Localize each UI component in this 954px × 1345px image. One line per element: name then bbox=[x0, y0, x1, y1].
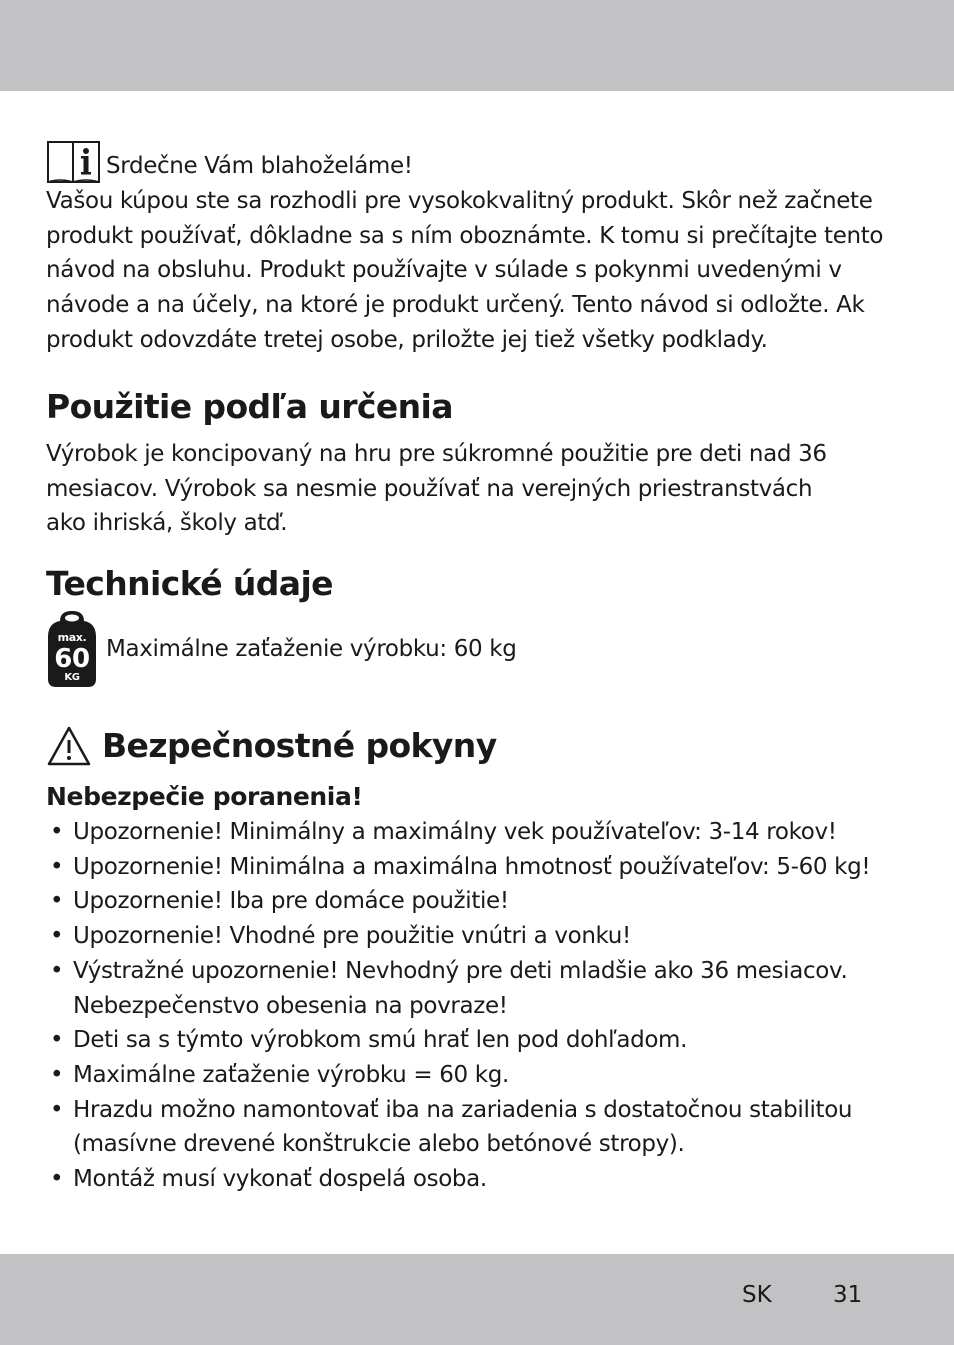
technical-heading: Technické údaje bbox=[46, 564, 333, 603]
header-band bbox=[0, 0, 954, 91]
max-load-row bbox=[46, 609, 517, 689]
weight-max-icon bbox=[46, 609, 98, 689]
safety-list bbox=[46, 815, 912, 1197]
intro-greeting: Srdečne Vám blahoželáme! bbox=[106, 153, 413, 180]
intro-section bbox=[46, 136, 912, 358]
footer-language: SK bbox=[742, 1282, 772, 1308]
list-item: • Maximálne zaťaženie výrobku = 60 kg. bbox=[46, 1058, 912, 1093]
intro-paragraph: Vašou kúpou ste sa rozhodli pre vysokokvalitný produkt. Skôr než začnete produkt používať, dôkladne sa s ním oboznámte. K tomu si prečítajte tento návod na obsluhu. Produkt používajte v súlade s pokynmi uvedenými v návode a na účely, na ktoré je produkt určený. Tento návod si odložte. Ak produkt odovzdáte tretej osobe, priložte jej tiež všetky podklady. bbox=[46, 188, 884, 353]
weight-icon-value: 60 bbox=[54, 644, 90, 674]
list-item: • Deti sa s týmto výrobkom smú hrať len pod dohľadom. bbox=[46, 1023, 912, 1058]
list-item: • Upozornenie! Vhodné pre použitie vnútri a vonku! bbox=[46, 919, 912, 954]
book-info-icon bbox=[46, 138, 102, 184]
list-item: • Upozornenie! Minimálny a maximálny vek používateľov: 3-14 rokov! bbox=[46, 815, 912, 850]
list-item: • Výstražné upozornenie! Nevhodný pre deti mladšie ako 36 mesiacov. Nebezpečenstvo obesenia na povraze! bbox=[46, 954, 863, 1023]
list-item: • Upozornenie! Minimálna a maximálna hmotnosť používateľov: 5-60 kg! bbox=[46, 850, 912, 885]
usage-text: Výrobok je koncipovaný na hru pre súkromné použitie pre deti nad 36 mesiacov. Výrobok sa nesmie používať na verejných priestranstvách ako ihriská, školy atď. bbox=[46, 441, 827, 537]
safety-subheading: Nebezpečie poranenia! bbox=[46, 782, 363, 811]
weight-icon-max: max. bbox=[57, 631, 87, 644]
usage-heading: Použitie podľa určenia bbox=[46, 387, 453, 426]
footer-band bbox=[0, 1254, 954, 1345]
list-item: • Upozornenie! Iba pre domáce použitie! bbox=[46, 884, 912, 919]
intro-greeting-line bbox=[46, 136, 912, 184]
list-item: • Montáž musí vykonať dospelá osoba. bbox=[46, 1162, 912, 1197]
safety-heading: Bezpečnostné pokyny bbox=[102, 726, 497, 765]
weight-icon-unit: KG bbox=[64, 672, 80, 683]
warning-triangle-icon bbox=[46, 725, 92, 767]
safety-heading-row bbox=[46, 725, 497, 767]
max-load-label: Maximálne zaťaženie výrobku: 60 kg bbox=[106, 635, 517, 662]
list-item: • Hrazdu možno namontovať iba na zariadenia s dostatočnou stabilitou (masívne drevené konštrukcie alebo betónové stropy). bbox=[46, 1093, 912, 1162]
page-number: 31 bbox=[833, 1282, 863, 1308]
